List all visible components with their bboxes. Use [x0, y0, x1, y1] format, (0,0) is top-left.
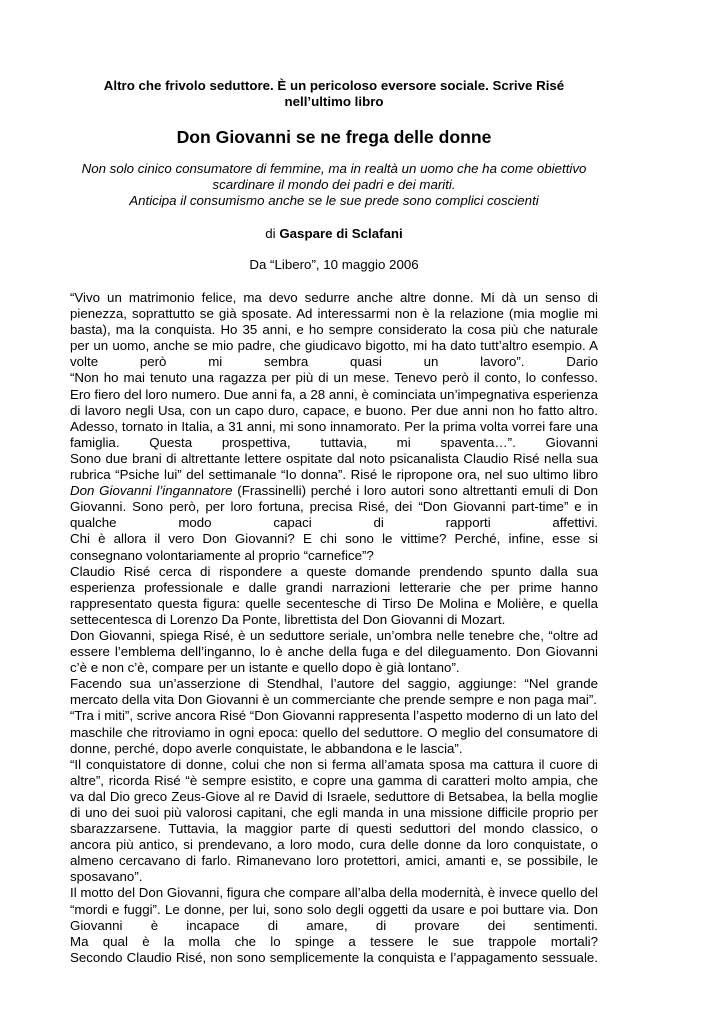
body-paragraph: “Tra i miti”, scrive ancora Risé “Don Giovanni rappresenta l’aspetto moderno di un lato del maschile che ritroviamo in ogni epoca: quello del seduttore. O meglio del consumatore di donne, perché, dopo averle conquistate, le abbandona e le lascia”.: [70, 708, 598, 756]
body-text: Sono due brani di altrettante lettere ospitate dal noto psicanalista Claudio Risé nella sua rubrica “Psiche lui” del settimanale “Io donna”. Risé le ripropone ora, nel suo ultimo libro: [70, 450, 598, 483]
subhead-line: Anticipa il consumismo anche se le sue prede sono complici coscienti: [129, 193, 539, 208]
article-subhead: [70, 161, 598, 209]
byline-prefix: di: [265, 226, 276, 241]
article-kicker: Altro che frivolo seduttore. È un pericoloso eversore sociale. Scrive Risé nell’ultimo libro: [103, 78, 565, 109]
body-paragraph: Facendo sua un’asserzione di Stendhal, l’autore del saggio, aggiunge: “Nel grande mercato della vita Don Giovanni è un commerciante che prende sempre e non paga mai”.: [70, 676, 598, 708]
article-body: [70, 290, 598, 966]
body-paragraph: Ma qual è la molla che lo spinge a tessere le sue trappole mortali?: [70, 933, 598, 949]
author-name: Gaspare di Sclafani: [279, 226, 403, 241]
body-paragraph: “Vivo un matrimonio felice, ma devo sedurre anche altre donne. Mi dà un senso di pienezza, soprattutto se già sposate. Ad interessarmi non è la relazione (mia moglie mi basta), ma la conquista. Ho 35 anni, e ho sempre considerato la cosa più che naturale per un uomo, anche se mio padre, che giudicavo bigotto, mi ha dato tutt’altro esempio. A volte però mi sembra quasi un lavoro”. Dario: [70, 290, 598, 370]
body-paragraph: “Il conquistatore di donne, colui che non si ferma all’amata sposa ma cattura il cuore di altre”, ricorda Risé “è sempre esistito, e copre una gamma di caratteri molto ampia, che va dal Dio greco Zeus-Giove al re David di Israele, seduttore di Betsabea, la bella moglie di uno dei suoi più valorosi capitani, che egli manda in una missione difficile proprio per sbarazzarsene. Tuttavia, la maggior parte di questi seduttori del mondo classico, o ancora più antico, si prendevano, a loro modo, cura delle donne da loro conquistate, o almeno cercavano di farlo. Rimanevano loro protettori, amici, amanti e, se possibile, le sposavano”.: [70, 756, 598, 885]
body-text: (Frassinelli) perché i loro autori sono altrettanti emuli di Don Giovanni. Sono però, per loro fortuna, precisa Risé, dei “Don Giovanni part-time” e in qualche modo capaci di rapporti affettivi.: [70, 483, 598, 531]
body-paragraph: Il motto del Don Giovanni, figura che compare all’alba della modernità, è invece quello del “mordi e fuggi”. Le donne, per lui, sono solo degli oggetti da usare e poi buttare via. Don Giovanni è incapace di amare, di provare dei sentimenti.: [70, 885, 598, 933]
subhead-line: Non solo cinico consumatore di femmine, ma in realtà un uomo che ha come obiettivo: [81, 161, 587, 176]
article-byline: [70, 226, 598, 242]
subhead-line: scardinare il mondo dei padri e dei mariti.: [212, 177, 456, 192]
body-paragraph: [70, 451, 598, 531]
body-paragraph: Claudio Risé cerca di rispondere a queste domande prendendo spunto dalla sua esperienza professionale e dalle grandi narrazioni letterarie che per prime hanno rappresentato questa figura: quelle secentesche di Tirso De Molina e Molière, e quella settecentesca di Lorenzo Da Ponte, librettista del Don Giovanni di Mozart.: [70, 563, 598, 627]
book-title: Don Giovanni l’ingannatore: [70, 483, 233, 499]
article-headline: Don Giovanni se ne frega delle donne: [176, 127, 492, 147]
body-paragraph: “Non ho mai tenuto una ragazza per più di un mese. Tenevo però il conto, lo confesso. Ero fiero del loro numero. Due anni fa, a 28 anni, è cominciata un’impegnativa esperienza di lavoro negli Usa, con un capo duro, capace, e buono. Per due anni non ho fatto altro. Adesso, tornato in Italia, a 31 anni, mi sono innamorato. Per la prima volta vorrei fare una famiglia. Questa prospettiva, tuttavia, mi spaventa…”. Giovanni: [70, 370, 598, 450]
body-paragraph: Chi è allora il vero Don Giovanni? E chi sono le vittime? Perché, infine, esse si consegnano volontariamente al proprio “carnefice”?: [70, 531, 598, 563]
article-page: [70, 78, 598, 966]
article-source: Da “Libero”, 10 maggio 2006: [249, 257, 419, 272]
body-paragraph: Don Giovanni, spiega Risé, è un seduttore seriale, un’ombra nelle tenebre che, “oltre ad essere l’emblema dell’inganno, lo è anche della fuga e del dileguamento. Don Giovanni c’è e non c’è, compare per un istante e quello dopo è già lontano”.: [70, 627, 598, 676]
body-paragraph: Secondo Claudio Risé, non sono semplicemente la conquista e l’appagamento sessuale.: [70, 949, 598, 965]
